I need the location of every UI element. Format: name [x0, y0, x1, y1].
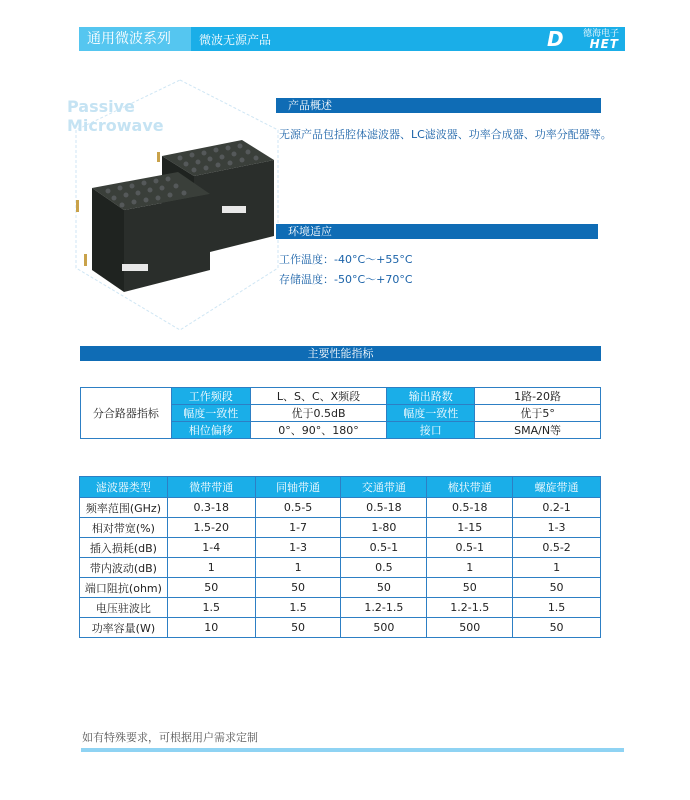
table-row [80, 578, 601, 598]
table-cell: 1 [513, 558, 601, 578]
footer-note: 如有特殊要求，可根据用户需求定制 [82, 731, 258, 744]
table-cell: 0.5-1 [341, 538, 427, 558]
table-cell: 工作频段 [171, 388, 250, 405]
table-cell: 1-15 [427, 518, 513, 538]
filter-spec-table [79, 476, 601, 638]
table-cell: 1路-20路 [475, 388, 601, 405]
logo-mark: D [547, 27, 564, 51]
table-cell: 1.5-20 [167, 518, 255, 538]
watermark-line1: Passive [67, 97, 135, 116]
table-cell: 1 [167, 558, 255, 578]
table-cell: 频率范围(GHz) [80, 498, 168, 518]
table-cell: 相位偏移 [171, 422, 250, 439]
table-cell: 10 [167, 618, 255, 638]
table-row [80, 498, 601, 518]
brand-logo [545, 29, 621, 49]
table-header-cell: 螺旋带通 [513, 477, 601, 498]
table-cell: 0.5-2 [513, 538, 601, 558]
table-cell: 1-80 [341, 518, 427, 538]
splitter-row-header: 分合路器指标 [81, 388, 172, 439]
table-cell: 0.5-18 [427, 498, 513, 518]
page-subtitle: 微波无源产品 [199, 33, 272, 47]
main-spec-heading: 主要性能指标 [80, 346, 601, 361]
table-header-cell: 梳状带通 [427, 477, 513, 498]
table-cell: 相对带宽(%) [80, 518, 168, 538]
table-cell: 功率容量(W) [80, 618, 168, 638]
table-row [80, 538, 601, 558]
table-cell: 500 [341, 618, 427, 638]
table-row [80, 618, 601, 638]
table-cell: 0.5-18 [341, 498, 427, 518]
table-cell: 0.5-1 [427, 538, 513, 558]
table-cell: 50 [255, 578, 341, 598]
table-cell: 50 [341, 578, 427, 598]
overview-text: 无源产品包括腔体滤波器、LC滤波器、功率合成器、功率分配器等。 [279, 128, 612, 141]
table-cell: 1-7 [255, 518, 341, 538]
footer-divider [81, 748, 624, 752]
overview-heading: 产品概述 [276, 98, 601, 113]
table-cell: 1-4 [167, 538, 255, 558]
table-cell: 带内波动(dB) [80, 558, 168, 578]
table-cell: 50 [427, 578, 513, 598]
table-cell: 电压驻波比 [80, 598, 168, 618]
table-cell: 接口 [387, 422, 475, 439]
table-header-cell: 同轴带通 [255, 477, 341, 498]
table-cell: 1.2-1.5 [427, 598, 513, 618]
table-cell: 1 [255, 558, 341, 578]
table-header-row [80, 477, 601, 498]
table-cell: 1.5 [513, 598, 601, 618]
table-cell: 1-3 [513, 518, 601, 538]
table-header-cell: 滤波器类型 [80, 477, 168, 498]
table-row [80, 598, 601, 618]
storage-temp: 存储温度：-50°C～+70°C [279, 273, 413, 286]
operating-temp: 工作温度：-40°C～+55°C [279, 253, 413, 266]
table-header-cell: 交通带通 [341, 477, 427, 498]
table-cell: 幅度一致性 [171, 405, 250, 422]
table-cell: 幅度一致性 [387, 405, 475, 422]
splitter-spec-table [80, 387, 601, 439]
table-cell: 端口阻抗(ohm) [80, 578, 168, 598]
table-cell: 输出路数 [387, 388, 475, 405]
table-cell: SMA/N等 [475, 422, 601, 439]
table-header-cell: 微带带通 [167, 477, 255, 498]
watermark-line2: Microwave [67, 116, 164, 135]
table-cell: L、S、C、X频段 [250, 388, 387, 405]
table-cell: 0°、90°、180° [250, 422, 387, 439]
table-cell: 50 [255, 618, 341, 638]
environment-heading: 环境适应 [276, 224, 598, 239]
table-cell: 优于5° [475, 405, 601, 422]
table-cell: 0.3-18 [167, 498, 255, 518]
table-cell: 50 [513, 618, 601, 638]
table-cell: 优于0.5dB [250, 405, 387, 422]
table-row [81, 388, 601, 405]
table-cell: 1-3 [255, 538, 341, 558]
table-cell: 0.5-5 [255, 498, 341, 518]
table-cell: 500 [427, 618, 513, 638]
table-cell: 1.2-1.5 [341, 598, 427, 618]
table-cell: 0.5 [341, 558, 427, 578]
logo-en-text: HET [589, 37, 619, 51]
passive-microwave-watermark [67, 97, 164, 135]
filter-box-front [76, 172, 210, 292]
header-bar [79, 27, 625, 51]
logo-cn-text: 德海电子 [582, 29, 619, 39]
table-row [80, 558, 601, 578]
table-cell: 1.5 [255, 598, 341, 618]
table-cell: 1.5 [167, 598, 255, 618]
table-cell: 1 [427, 558, 513, 578]
table-cell: 0.2-1 [513, 498, 601, 518]
table-cell: 50 [167, 578, 255, 598]
table-row [80, 518, 601, 538]
series-title: 通用微波系列 [79, 27, 191, 51]
table-cell: 50 [513, 578, 601, 598]
table-cell: 插入损耗(dB) [80, 538, 168, 558]
